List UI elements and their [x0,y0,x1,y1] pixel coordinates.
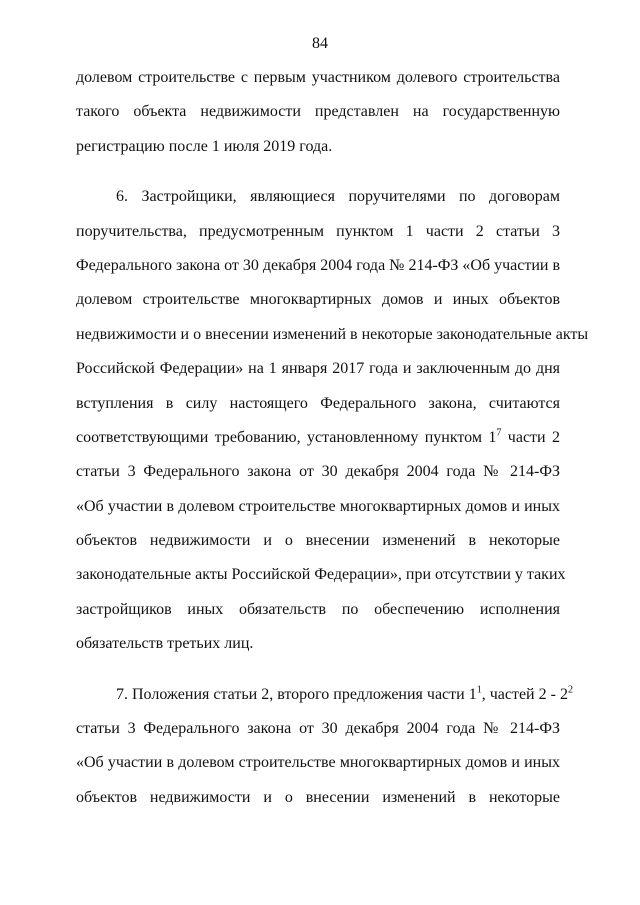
paragraph-continuation [76,66,560,169]
text-line: статьи 3 Федерального закона от 30 декабря 2004 года № 214-ФЗ [76,720,560,738]
text-line: такого объекта недвижимости представлен на государственную [76,103,560,121]
text-line: объектов недвижимости и о внесении изменений в некоторые [76,532,560,550]
text-line: объектов недвижимости и о внесении изменений в некоторые [76,788,560,806]
text-line [76,426,560,460]
superscript: 1 [476,684,482,696]
text-line: обязательств третьих лиц. [76,635,254,653]
paragraph-6 [76,185,589,666]
document-body [76,66,589,820]
text-line: 6. Застройщики, являющиеся поручителями по договорам [116,188,560,206]
text-line: долевом строительстве с первым участником долевого строительства [76,69,560,86]
text-line: Федерального закона от 30 декабря 2004 года № 214-ФЗ «Об участии в [76,256,561,274]
text-line: долевом строительстве многоквартирных домов и иных объектов [76,291,560,309]
superscript: 2 [567,684,573,696]
text-line: вступления в силу настоящего Федерального закона, считаются [76,394,560,412]
text-line: недвижимости и о внесении изменений в некоторые законодательные акты [76,325,589,343]
text-line: Российской Федерации» на 1 января 2017 года и заключенным до дня [76,360,560,378]
text-fragment: , частей 2 - 2 [481,685,568,703]
text-fragment: 7. Положения статьи 2, второго предложения части 1 [116,685,477,703]
text-line: поручительства, предусмотренным пунктом 1 части 2 статьи 3 [76,222,560,240]
text-line: «Об участии в долевом строительстве многоквартирных домов и иных [76,754,560,772]
text-line: статьи 3 Федерального закона от 30 декабря 2004 года № 214-ФЗ [76,463,560,481]
text-fragment: соответствующими требованию, установленному пунктом 1 [76,428,497,446]
paragraph-7 [76,683,573,821]
page-number: 84 [312,35,328,52]
text-line: законодательные акты Российской Федерации», при отсутствии у таких [76,566,566,584]
text-fragment: части 2 [501,428,560,446]
superscript: 7 [496,427,502,439]
text-line: застройщиков иных обязательств по обеспечению исполнения [76,600,560,618]
text-line: «Об участии в долевом строительстве многоквартирных домов и иных [76,497,560,515]
text-line [76,683,573,717]
text-line: регистрацию после 1 июля 2019 года. [76,137,333,155]
